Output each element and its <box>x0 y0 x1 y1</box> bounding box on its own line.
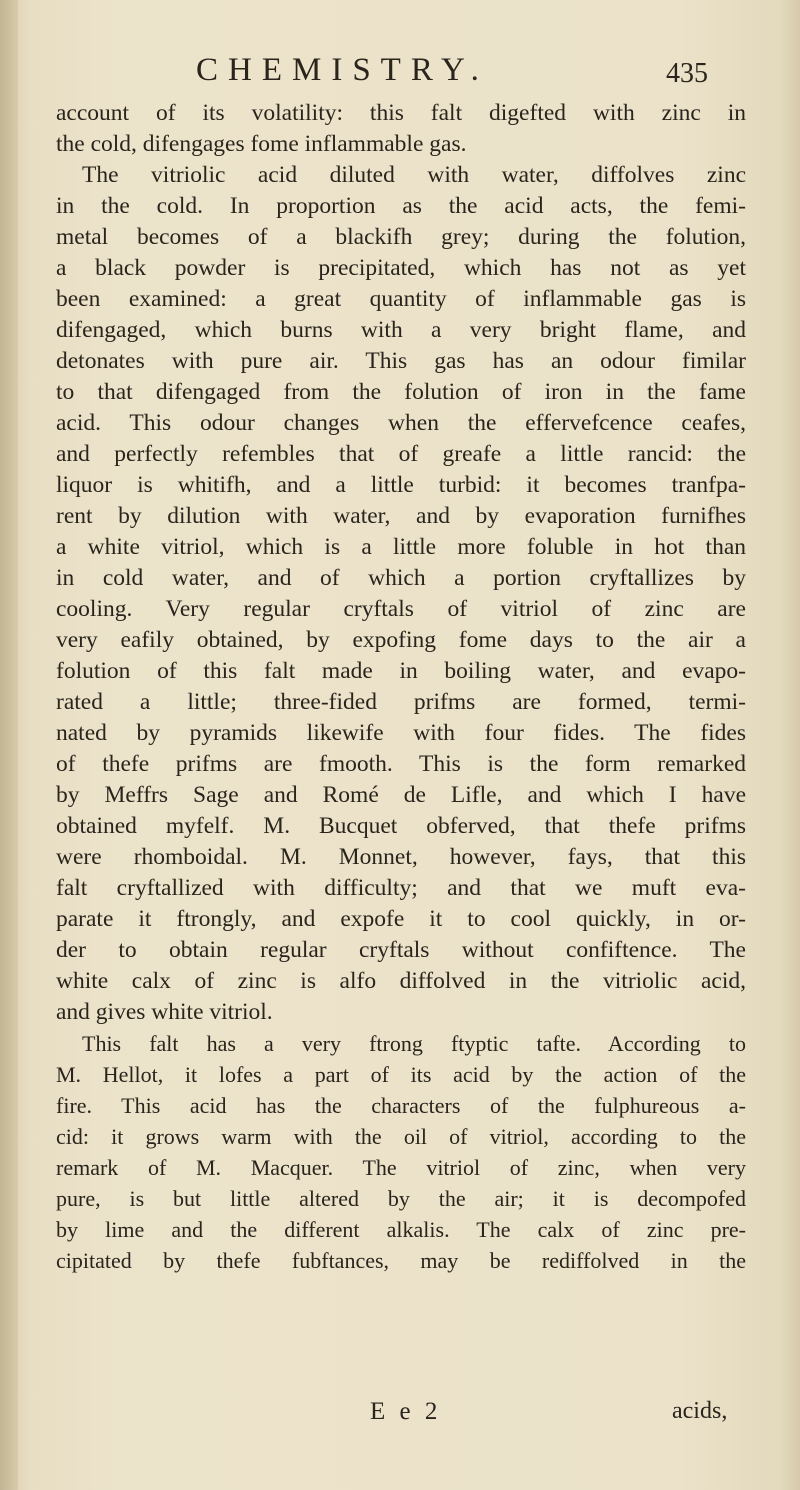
text-line: cid: it grows warm with the oil of vitriol, according to the <box>56 1124 746 1149</box>
text-line: a white vitriol, which is a little more foluble in hot than <box>56 534 746 560</box>
text-line: cooling. Very regular cryftals of vitriol of zinc are <box>56 596 746 622</box>
text-line: the cold, difengages fome inflammable gas. <box>56 131 467 157</box>
text-line: a black powder is precipitated, which has not as yet <box>56 255 746 281</box>
text-line: and perfectly refembles that of greafe a little rancid: the <box>56 441 746 467</box>
text-line: cipitated by thefe fubftances, may be rediffolved in the <box>56 1248 746 1273</box>
text-line: of thefe prifms are fmooth. This is the form remarked <box>56 751 746 777</box>
text-line: M. Hellot, it lofes a part of its acid by the action of the <box>56 1062 746 1087</box>
text-line: by lime and the different alkalis. The calx of zinc pre- <box>56 1217 746 1242</box>
text-line: parate it ftrongly, and expofe it to cool quickly, in or- <box>56 906 746 932</box>
text-line: remark of M. Macquer. The vitriol of zinc, when very <box>56 1155 746 1180</box>
body-text <box>56 98 746 1276</box>
text-line: in the cold. In proportion as the acid acts, the femi- <box>56 193 746 219</box>
text-line: rated a little; three-fided prifms are formed, termi- <box>56 689 746 715</box>
page-number: 435 <box>666 58 708 89</box>
page-header <box>0 52 800 92</box>
text-line: white calx of zinc is alfo diffolved in the vitriolic acid, <box>56 968 746 994</box>
catchword: acids, <box>672 1398 728 1424</box>
text-line: folution of this falt made in boiling water, and evapo- <box>56 658 746 684</box>
page-gutter-shadow <box>0 0 18 1490</box>
signature-mark: E e 2 <box>370 1398 442 1425</box>
text-line: fire. This acid has the characters of the fulphureous a- <box>56 1093 746 1118</box>
text-line: very eafily obtained, by expofing fome days to the air a <box>56 627 746 653</box>
text-line: to that difengaged from the folution of iron in the fame <box>56 379 746 405</box>
text-line: acid. This odour changes when the effervefcence ceafes, <box>56 410 746 436</box>
text-line: rent by dilution with water, and by evaporation furnifhes <box>56 503 746 529</box>
text-line: liquor is whitifh, and a little turbid: it becomes tranfpa- <box>56 472 746 498</box>
text-line: der to obtain regular cryftals without confiftence. The <box>56 937 746 963</box>
text-line: This falt has a very ftrong ftyptic tafte. According to <box>82 1031 746 1056</box>
text-line: account of its volatility: this falt digefted with zinc in <box>56 100 746 126</box>
text-line: pure, is but little altered by the air; it is decompofed <box>56 1186 746 1211</box>
text-line: detonates with pure air. This gas has an odour fimilar <box>56 348 746 374</box>
text-line: were rhomboidal. M. Monnet, however, fays, that this <box>56 844 746 870</box>
text-line: nated by pyramids likewife with four fides. The fides <box>56 720 746 746</box>
text-line: by Meffrs Sage and Romé de Lifle, and which I have <box>56 782 746 808</box>
text-line: and gives white vitriol. <box>56 999 273 1025</box>
text-line: The vitriolic acid diluted with water, diffolves zinc <box>82 162 746 188</box>
text-line: been examined: a great quantity of inflammable gas is <box>56 286 746 312</box>
running-head: CHEMISTRY. <box>196 52 489 88</box>
page-footer <box>0 1398 800 1432</box>
text-line: metal becomes of a blackifh grey; during the folution, <box>56 224 746 250</box>
text-line: obtained myfelf. M. Bucquet obferved, that thefe prifms <box>56 813 746 839</box>
text-line: in cold water, and of which a portion cryftallizes by <box>56 565 746 591</box>
text-line: falt cryftallized with difficulty; and that we muft eva- <box>56 875 746 901</box>
text-line: difengaged, which burns with a very bright flame, and <box>56 317 746 343</box>
